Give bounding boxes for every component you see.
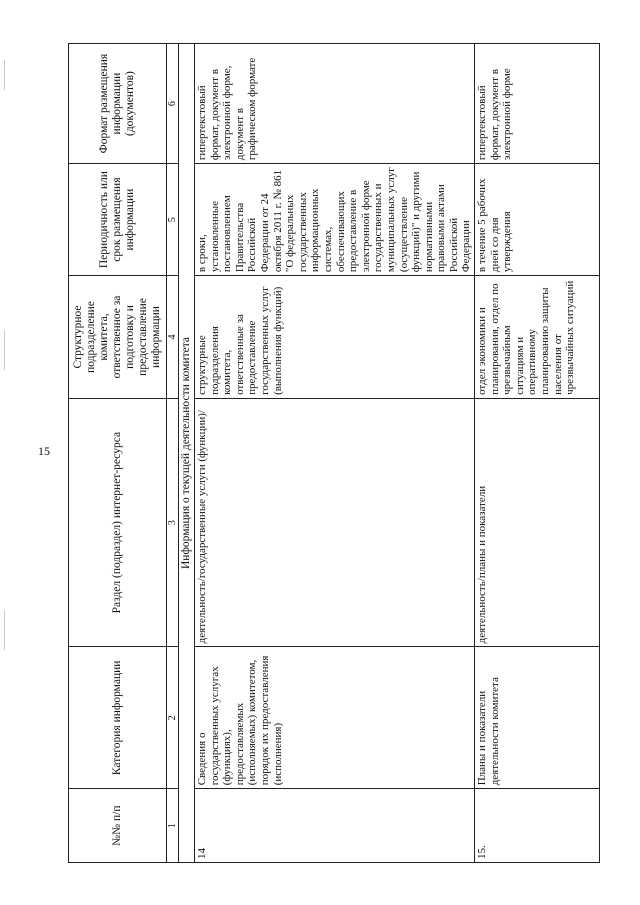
row-unit: отдел экономики и планирования, отдел по чрезвычайным ситуациям и оперативному планированию защиты населения от чрезвычайных ситуаций bbox=[475, 276, 600, 399]
row-period: в сроки, установленные постановлением Правительства Российской Федерации от 24 октября 2011 г. № 861 "О федеральных государственных информационных системах, обеспечивающих предоставление в электронной форме государственных и муниципальных услуг (осуществление функций)" и другими нормативными правовыми актами Российской Федерации bbox=[195, 164, 475, 276]
table-row bbox=[195, 44, 475, 863]
row-format: гипертекстовый формат, документ в электронной форме, документ в графическом формате bbox=[195, 44, 475, 164]
scan-mark-middle bbox=[4, 330, 5, 370]
column-number: 6 bbox=[167, 44, 179, 164]
column-number-row bbox=[167, 44, 179, 863]
row-unit: структурные подразделения комитета, ответственные за предоставление государственных услуг (выполнения функций) bbox=[195, 276, 475, 399]
section-title: Информация о текущей деятельности комитета bbox=[179, 44, 195, 863]
column-number: 3 bbox=[167, 398, 179, 646]
scan-mark-top bbox=[4, 60, 5, 90]
header-row bbox=[69, 44, 167, 863]
rotated-document bbox=[68, 43, 640, 863]
header-unit: Структурное подразделение комитета, ответственное за подготовку и предоставление информации bbox=[69, 276, 167, 399]
column-number: 2 bbox=[167, 647, 179, 789]
column-number: 5 bbox=[167, 164, 179, 276]
table-row bbox=[475, 44, 600, 863]
row-num: 14 bbox=[195, 789, 475, 863]
column-number: 4 bbox=[167, 276, 179, 399]
column-number: 1 bbox=[167, 789, 179, 863]
header-section: Раздел (подраздел) интернет-ресурса bbox=[69, 398, 167, 646]
row-category: Сведения о государственных услугах (функциях), предоставляемых (исполняемых) комитетом, порядок их предоставления (исполнения) bbox=[195, 647, 475, 789]
header-format: Формат размещения информации (документов) bbox=[69, 44, 167, 164]
page-number: 15 bbox=[38, 444, 50, 458]
row-num: 15. bbox=[475, 789, 600, 863]
information-table bbox=[68, 43, 600, 863]
row-category: Планы и показатели деятельности комитета bbox=[475, 647, 600, 789]
row-section: деятельность/планы и показатели bbox=[475, 398, 600, 646]
section-row bbox=[179, 44, 195, 863]
row-format: гипертекстовый формат, документ в электронной форме bbox=[475, 44, 600, 164]
header-num: №№ п/п bbox=[69, 789, 167, 863]
scan-mark-bottom bbox=[4, 610, 5, 650]
row-section: деятельность/государственные услуги (функции)/ bbox=[195, 398, 475, 646]
header-category: Категория информации bbox=[69, 647, 167, 789]
row-period: в течение 5 рабочих дней со дня утверждения bbox=[475, 164, 600, 276]
header-period: Периодичность или срок размещения информации bbox=[69, 164, 167, 276]
